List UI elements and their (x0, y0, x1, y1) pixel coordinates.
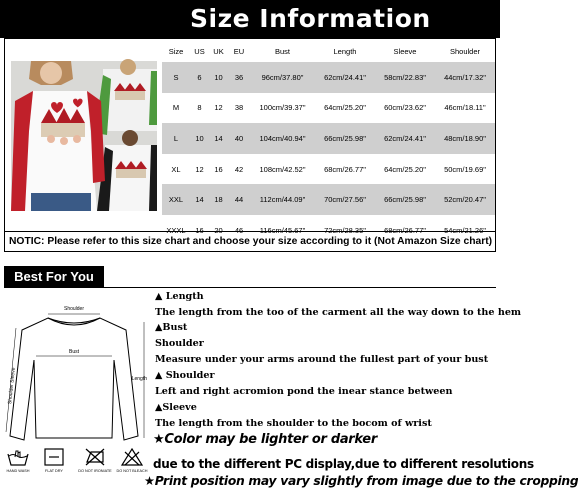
care-do-not-bleach (115, 448, 149, 473)
header-eu: EU (233, 46, 245, 56)
table-row (162, 184, 495, 215)
sleeve-label: Shoulder Sleeve (7, 367, 17, 405)
care-label: FLAT DRY (45, 469, 63, 473)
size-table (162, 40, 495, 246)
cell: 108cm/42.52" (259, 164, 306, 174)
care-do-not-iron (78, 448, 112, 473)
color-note: ★Color may be lighter or darker (153, 432, 377, 447)
sleeve-desc: The length from the shoulder to the bocom of wrist (155, 418, 432, 429)
cell: 112cm/44.09" (250, 184, 315, 215)
cell: 50cm/19.69" (444, 164, 486, 174)
length-label: Length (131, 376, 147, 382)
shoulder-heading: Shoulder (155, 338, 204, 349)
header-shoulder: Shoulder (449, 46, 481, 56)
table-row (162, 62, 495, 93)
cell: 66cm/25.98" (375, 184, 435, 215)
cell: 60cm/23.62" (384, 103, 426, 113)
cell: 104cm/40.94" (250, 123, 315, 154)
best-for-you-label: Best For You (4, 266, 104, 288)
care-label: DO NOT IRONIATE (78, 469, 112, 473)
cell: S (162, 62, 190, 93)
hand-wash-icon (7, 448, 29, 466)
cell: 70cm/27.56" (315, 184, 375, 215)
header-us: US (194, 46, 205, 56)
do-not-bleach-icon (121, 448, 143, 466)
cell: 20 (214, 225, 223, 235)
flat-dry-icon (44, 448, 64, 466)
cell: 44 (228, 184, 250, 215)
table-row (162, 93, 495, 124)
notice-text: NOTIC: Please refer to this size chart and choose your size according to it (Not Amazon Size chart) (4, 232, 496, 252)
cell: XXXL (166, 225, 186, 235)
section-divider (104, 287, 496, 288)
cell: 66cm/25.98" (315, 123, 375, 154)
cell: 42 (234, 164, 244, 174)
cell: XL (171, 164, 181, 174)
shoulder-title: ▲ Shoulder (155, 370, 215, 381)
cell: 14 (190, 184, 209, 215)
cell: 12 (195, 164, 204, 174)
header-sleeve: Sleeve (393, 46, 417, 56)
cell: 64cm/25.20" (384, 164, 426, 174)
table-row (162, 123, 495, 154)
bust-desc: Measure under your arms around the fullest part of your bust (155, 354, 489, 365)
cell: 46cm/18.11" (444, 103, 486, 113)
cell: 44cm/17.32" (435, 62, 495, 93)
sweatshirt-outline (0, 298, 150, 450)
cell: 68cm/26.77" (324, 164, 366, 174)
cell: 40 (228, 123, 250, 154)
cell: 36 (228, 62, 250, 93)
cell: 16 (195, 225, 204, 235)
cell: 68cm/26.77" (384, 225, 426, 235)
length-desc: The length from the too of the carment all the way down to the hem (155, 307, 522, 318)
sleeve-title: ▲Sleeve (155, 402, 197, 413)
header-length: Length (333, 46, 357, 56)
cell: M (172, 103, 180, 113)
length-title: ▲ Length (155, 291, 204, 302)
header-size: Size (168, 46, 184, 56)
cell: 12 (214, 103, 223, 113)
care-flat-dry (37, 448, 71, 473)
bust-title: ▲Bust (155, 322, 188, 333)
care-hand-wash (1, 448, 35, 473)
cell: 64cm/25.20" (324, 103, 366, 113)
cell: XXL (162, 184, 190, 215)
bust-label: Bust (68, 349, 80, 355)
cell: 18 (209, 184, 228, 215)
product-photo (11, 61, 157, 211)
page-title: Size Information (190, 4, 431, 33)
display-note: due to the different PC display,due to different resolutions (153, 457, 534, 471)
cell: 48cm/18.90" (435, 123, 495, 154)
cell: 62cm/24.41" (375, 123, 435, 154)
cell: 14 (209, 123, 228, 154)
header-bust: Bust (274, 46, 290, 56)
care-label: HAND WASH (6, 469, 30, 473)
measurement-diagram (0, 298, 150, 450)
table-row (162, 154, 495, 185)
title-banner (0, 0, 500, 38)
cell: L (162, 123, 190, 154)
cell: 10 (190, 123, 209, 154)
cell: 62cm/24.41" (315, 62, 375, 93)
care-label: DO NOT BLEACH (116, 469, 148, 473)
cell: 6 (190, 62, 209, 93)
cell: 116cm/45.67" (259, 225, 306, 235)
cell: 10 (209, 62, 228, 93)
shoulder-label: Shoulder (63, 306, 85, 312)
cell: 46 (234, 225, 244, 235)
print-note: ★Print position may vary slightly from image due to the cropping (144, 474, 578, 488)
cell: 72cm/28.35" (324, 225, 366, 235)
cell: 54cm/21.26" (444, 225, 486, 235)
cell: 8 (197, 103, 202, 113)
cell: 52cm/20.47" (435, 184, 495, 215)
shoulder-desc: Left and right acromion pond the inear stance between (155, 386, 453, 397)
table-header-row (162, 40, 495, 62)
cell: 16 (214, 164, 223, 174)
header-uk: UK (213, 46, 224, 56)
do-not-iron-icon (84, 448, 106, 466)
cell: 38 (234, 103, 244, 113)
cell: 96cm/37.80" (250, 62, 315, 93)
cell: 58cm/22.83" (375, 62, 435, 93)
size-chart-panel (4, 38, 496, 235)
cell: 100cm/39.37" (259, 103, 306, 113)
